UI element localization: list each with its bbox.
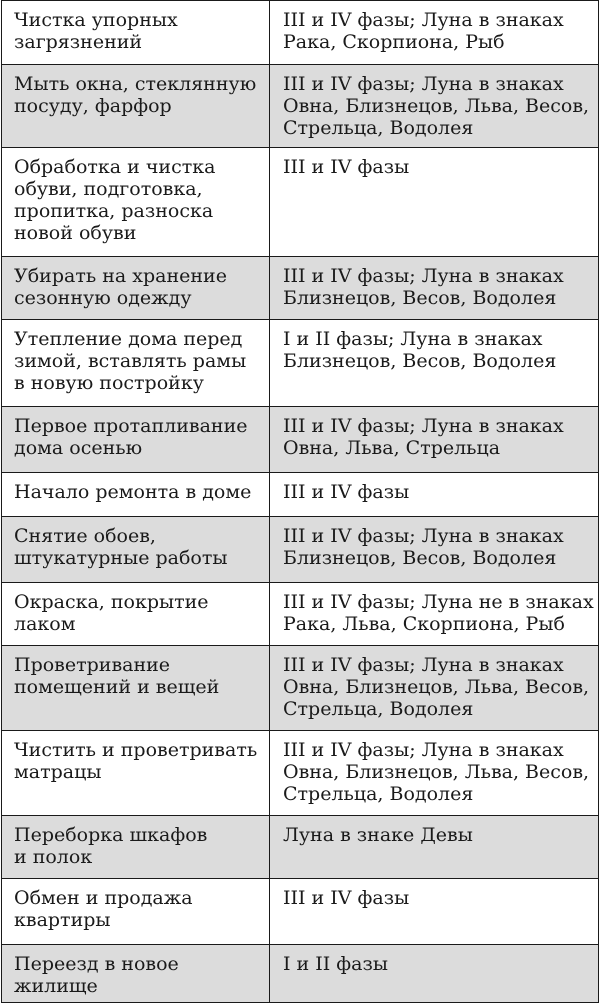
timing-cell: Луна в знаке Девы	[283, 824, 473, 846]
timing-cell: III и IV фазы; Луна в знаках Овна, Льва, Стрельца	[283, 415, 564, 459]
action-cell: Снятие обоев, штукатурные работы	[2, 517, 270, 582]
table-row	[2, 517, 598, 583]
table-row	[2, 148, 598, 257]
action-cell: Чистить и проветривать матрацы	[2, 731, 270, 815]
table-row	[2, 1, 598, 65]
action-cell: Обработка и чистка обуви, подготовка, пропитка, разноска новой обуви	[2, 148, 270, 256]
timing-cell: I и II фазы; Луна в знаках Близнецов, Весов, Водолея	[283, 328, 557, 372]
table-row	[2, 257, 598, 320]
action-cell: Начало ремонта в доме	[2, 473, 270, 516]
table-row	[2, 407, 598, 473]
timing-cell: III и IV фазы; Луна в знаках Овна, Близнецов, Льва, Весов, Стрельца, Водолея	[283, 654, 590, 720]
action-cell: Первое протапливание дома осенью	[2, 407, 270, 472]
timing-cell: III и IV фазы; Луна в знаках Овна, Близнецов, Льва, Весов, Стрельца, Водолея	[283, 73, 590, 139]
action-cell: Мыть окна, стеклянную посуду, фарфор	[2, 65, 270, 147]
table-row	[2, 646, 598, 731]
timing-cell: III и IV фазы; Луна не в знаках Рака, Льва, Скорпиона, Рыб	[283, 591, 594, 635]
timing-cell: III и IV фазы	[283, 481, 410, 503]
timing-cell: III и IV фазы; Луна в знаках Близнецов, Весов, Водолея	[283, 265, 564, 309]
table-row	[2, 816, 598, 879]
action-cell: Чистка упорных загрязнений	[2, 1, 270, 64]
action-cell: Обмен и продажа квартиры	[2, 879, 270, 944]
timing-cell: III и IV фазы	[283, 156, 410, 178]
table-row	[2, 945, 598, 1003]
action-cell: Окраска, покрытие лаком	[2, 583, 270, 645]
timing-cell: III и IV фазы; Луна в знаках Рака, Скорпиона, Рыб	[283, 9, 564, 53]
table-row	[2, 320, 598, 407]
action-cell: Утепление дома перед зимой, вставлять рамы в новую постройку	[2, 320, 270, 406]
timing-cell: III и IV фазы; Луна в знаках Овна, Близнецов, Льва, Весов, Стрельца, Водолея	[283, 739, 590, 805]
table-row	[2, 65, 598, 148]
action-cell: Переезд в новое жилище	[2, 945, 270, 1002]
action-cell: Проветривание помещений и вещей	[2, 646, 270, 730]
table-row	[2, 583, 598, 646]
table-row	[2, 879, 598, 945]
action-cell: Переборка шкафов и полок	[2, 816, 270, 878]
table-row	[2, 473, 598, 517]
table-row	[2, 731, 598, 816]
timing-cell: III и IV фазы; Луна в знаках Близнецов, Весов, Водолея	[283, 525, 564, 569]
timing-cell: I и II фазы	[283, 953, 388, 975]
action-cell: Убирать на хранение сезонную одежду	[2, 257, 270, 319]
lunar-household-table	[1, 0, 599, 1003]
timing-cell: III и IV фазы	[283, 887, 410, 909]
